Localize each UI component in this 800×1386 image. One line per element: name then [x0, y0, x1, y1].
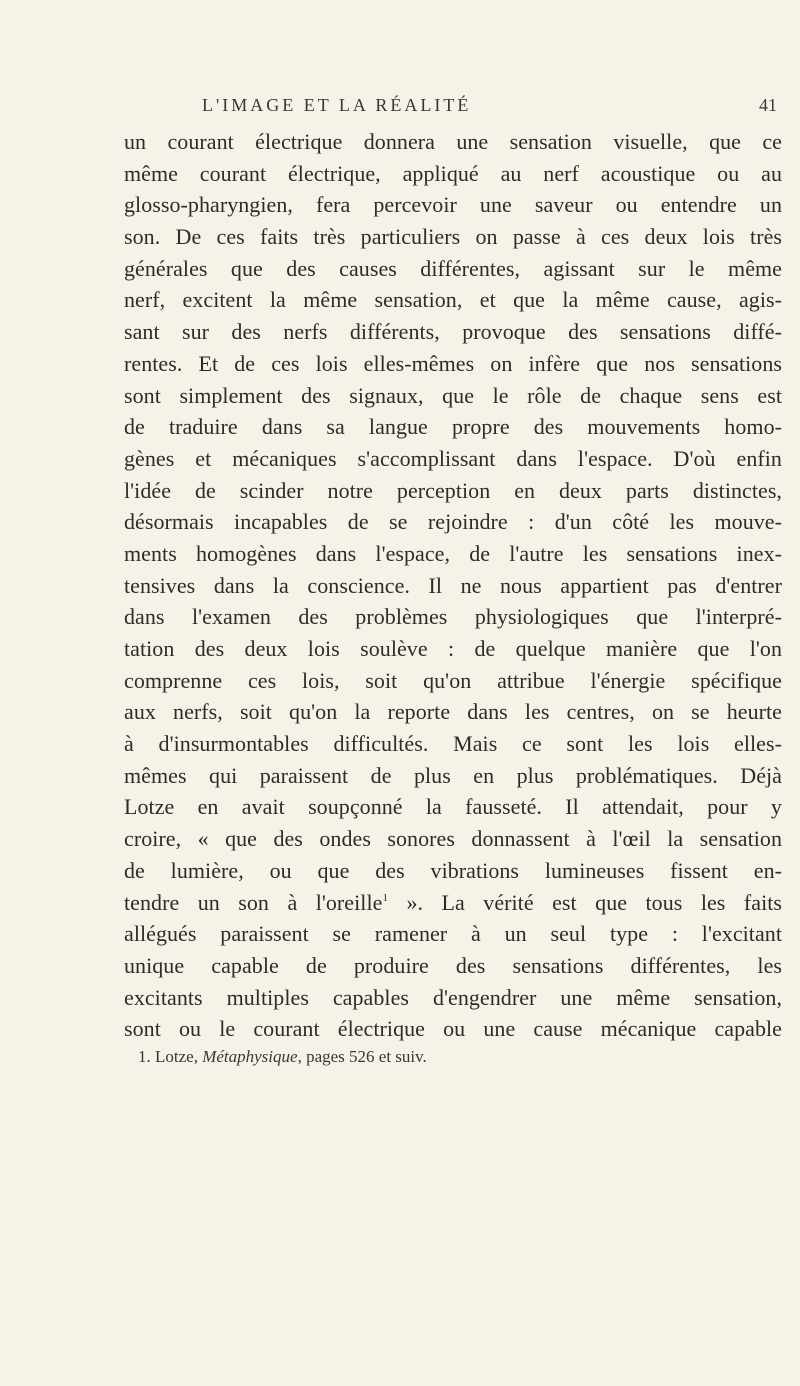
text-line: mêmes qui paraissent de plus en plus problématiques. Déjà [124, 762, 782, 788]
text-line: de lumière, ou que des vibrations lumineuses fissent en- [124, 857, 782, 883]
text-line: dans l'examen des problèmes physiologiques que l'interpré- [124, 604, 782, 630]
text-line: son. De ces faits très particuliers on passe à ces deux lois très [124, 224, 782, 250]
footnote-number: 1. [138, 1047, 151, 1066]
page-header [122, 95, 777, 125]
text-line: croire, « que des ondes sonores donnassent à l'œil la sensation [124, 826, 782, 852]
text-line: allégués paraissent se ramener à un seul type : l'excitant [124, 921, 782, 947]
text-line: un courant électrique donnera une sensation visuelle, que ce [124, 129, 782, 154]
text-line: l'idée de scinder notre perception en deux parts distinctes, [124, 477, 782, 503]
page-number: 41 [759, 95, 777, 115]
text-line: désormais incapables de se rejoindre : d'un côté les mouve- [124, 509, 782, 535]
text-line: gènes et mécaniques s'accomplissant dans l'espace. D'où enfin [124, 445, 782, 471]
text-line: comprenne ces lois, soit qu'on attribue l'énergie spécifique [124, 667, 782, 693]
text-line: à d'insurmontables difficultés. Mais ce sont les lois elles- [124, 731, 782, 757]
body-text [124, 126, 782, 1045]
text-line: de traduire dans sa langue propre des mouvements homo- [124, 414, 782, 440]
text-line: excitants multiples capables d'engendrer une même sensation, [124, 984, 782, 1010]
text-line: Lotze en avait soupçonné la fausseté. Il attendait, pour y [124, 794, 782, 820]
footnote-work-title: Métaphysique [202, 1047, 298, 1066]
text-line: glosso-pharyngien, fera percevoir une saveur ou entendre un [124, 192, 782, 218]
text-line: générales que des causes différentes, agissant sur le même [124, 255, 782, 281]
text-line: tensives dans la conscience. Il ne nous appartient pas d'entrer [124, 572, 782, 598]
text-line: sont simplement des signaux, que le rôle de chaque sens est [124, 382, 782, 408]
text-line: aux nerfs, soit qu'on la reporte dans les centres, on se heurte [124, 699, 782, 725]
footnote [138, 1047, 427, 1067]
text-line: même courant électrique, appliqué au nerf acoustique ou au [124, 160, 782, 186]
text-line: unique capable de produire des sensations différentes, les [124, 952, 782, 978]
text-line: sant sur des nerfs différents, provoque des sensations diffé- [124, 319, 782, 345]
running-title: L'IMAGE ET LA RÉALITÉ [202, 95, 472, 115]
text-line: sont ou le courant électrique ou une cause mécanique capable [124, 1016, 782, 1042]
text-line-with-footnote-ref [124, 887, 782, 919]
footnote-pages: , pages 526 et suiv. [297, 1047, 427, 1066]
text-segment: ». La vérité est que tous les faits [388, 889, 783, 915]
text-line: tation des deux lois soulève : de quelque manière que l'on [124, 636, 782, 661]
footnote-author: Lotze, [150, 1047, 203, 1066]
footnote-reference[interactable]: 1 [382, 891, 388, 904]
text-line: nerf, excitent la même sensation, et que la même cause, agis- [124, 287, 782, 313]
text-line: ments homogènes dans l'espace, de l'autre les sensations inex- [124, 540, 782, 566]
text-segment: tendre un son à l'oreille [124, 889, 383, 915]
text-line: rentes. Et de ces lois elles-mêmes on infère que nos sensations [124, 350, 782, 376]
